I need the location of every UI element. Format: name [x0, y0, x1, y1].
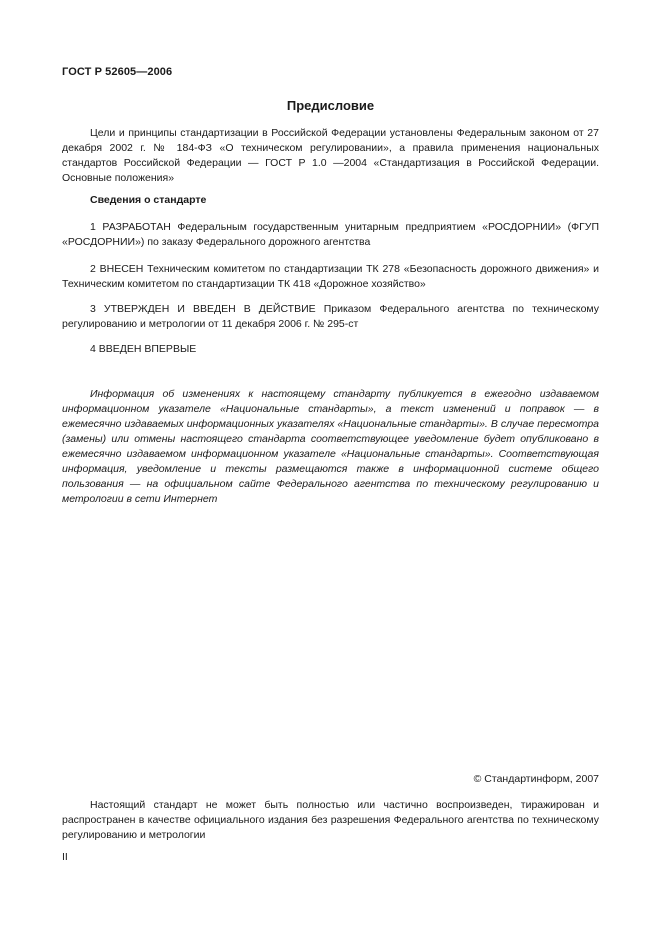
item-paragraph: 3 УТВЕРЖДЕН И ВВЕДЕН В ДЕЙСТВИЕ Приказом Федерального агентства по техническому регулированию и метрологии от 11 декабря 2006 г. № 295-ст	[62, 303, 599, 330]
page-number: II	[62, 851, 68, 863]
item-paragraph: 1 РАЗРАБОТАН Федеральным государственным унитарным предприятием «РОСДОРНИИ» (ФГУП «РОСДОРНИИ») по заказу Федерального дорожного агентства	[62, 221, 599, 248]
reproduction-notice-section	[62, 798, 599, 843]
item-paragraph: 4 ВВЕДЕН ВПЕРВЫЕ	[90, 343, 197, 355]
item-4	[62, 342, 599, 357]
info-notice-paragraph: Информация об изменениях к настоящему стандарту публикуется в ежегодно издаваемом информационном указателе «Национальные стандарты», а текст изменений и поправок — в ежемесячно издаваемых информационных указателях «Национальные стандарты». В случае пересмотра (замены) или отмены настоящего стандарта соответствующее уведомление будет опубликовано в ежемесячно издаваемом информационном указателе «Национальные стандарты». Соответствующая информация, уведомление и тексты размещаются также в информационной системе общего пользования — на официальном сайте Федерального агентства по техническому регулированию и метрологии в сети Интернет	[62, 388, 599, 505]
info-notice-section	[62, 387, 599, 507]
intro-paragraph: Цели и принципы стандартизации в Российской Федерации установлены Федеральным законом от 27 декабря 2002 г. № 184-ФЗ «О техническом регулировании», а правила применения национальных стандартов Российской Федерации — ГОСТ Р 1.0 —2004 «Стандартизация в Российской Федерации. Основные положения»	[62, 127, 599, 184]
item-3	[62, 302, 599, 332]
copyright-line: © Стандартинформ, 2007	[473, 773, 599, 785]
page-title: Предисловие	[286, 98, 375, 113]
intro-section	[62, 126, 599, 186]
reproduction-notice-paragraph: Настоящий стандарт не может быть полностью или частично воспроизведен, тиражирован и распространен в качестве официального издания без разрешения Федерального агентства по техническому регулированию и метрологии	[62, 799, 599, 841]
item-paragraph: 2 ВНЕСЕН Техническим комитетом по стандартизации ТК 278 «Безопасность дорожного движения» и Техническим комитетом по стандартизации ТК 418 «Дорожное хозяйство»	[62, 263, 599, 290]
item-1	[62, 220, 599, 250]
item-2	[62, 262, 599, 292]
about-standard-heading: Сведения о стандарте	[90, 194, 207, 206]
document-code: ГОСТ Р 52605—2006	[62, 66, 173, 78]
